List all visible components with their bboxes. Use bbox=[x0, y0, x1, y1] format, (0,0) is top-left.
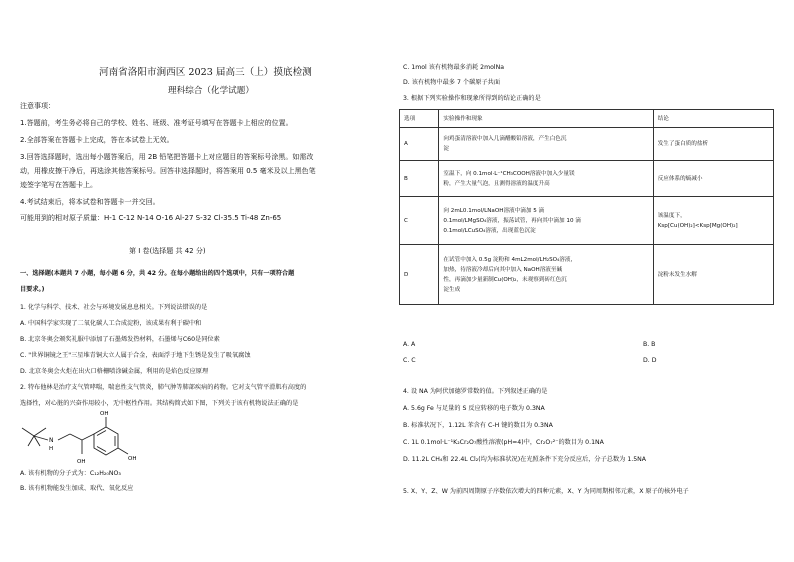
cell-line: 发生了蛋白质的盐析 bbox=[657, 141, 709, 147]
question-1-option-d: D. 北京冬奥会火炬在出火口格栅喷涂碱金属，利用的是焰色反应原理 bbox=[20, 368, 209, 375]
table-cell-option: C bbox=[400, 197, 439, 245]
table-row bbox=[400, 161, 774, 197]
table-row bbox=[400, 245, 774, 305]
table-cell-conclusion bbox=[653, 128, 773, 161]
table-row bbox=[400, 197, 774, 245]
table-cell-operation bbox=[439, 161, 653, 197]
table-cell-operation bbox=[439, 128, 653, 161]
question-4-option-b: B. 标准状况下，1.12L 苯含有 C-H 键的数目为 0.3NA bbox=[403, 422, 553, 429]
hydroxyl-label: OH bbox=[100, 411, 109, 417]
question-3-option-b: B. B bbox=[643, 341, 656, 348]
question-2-option-d: D. 该有机物中最多 7 个碳原子共面 bbox=[403, 79, 501, 86]
section-heading: 第 I 卷(选择题 共 42 分) bbox=[129, 247, 206, 255]
question-5-stem: 5. X、Y、Z、W 为前四周期原子序数依次增大的四种元素，X、Y 为同周期相邻元素，X 原子的核外电子 bbox=[403, 488, 689, 495]
notes-heading: 注意事项： bbox=[20, 102, 55, 110]
question-4-stem: 4. 设 NA 为阿伏加德罗常数的值。下列叙述正确的是 bbox=[403, 388, 548, 395]
table-cell-option: B bbox=[400, 161, 439, 197]
table-header: 实验操作和现象 bbox=[439, 110, 653, 128]
question-3-stem: 3. 根据下列实验操作和现象所得到的结论正确的是 bbox=[403, 95, 541, 102]
question-2-option-b: B. 该有机物能发生加成、取代、氧化反应 bbox=[20, 485, 134, 492]
cell-line: 向 2mL0.1mol/LNaOH溶液中滴加 5 滴 bbox=[443, 207, 545, 214]
table-header: 结论 bbox=[653, 110, 773, 128]
hydrogen-label: H bbox=[49, 446, 54, 452]
question-3-option-c: C. C bbox=[403, 357, 416, 364]
cell-line: 在试管中加入 0.5g 淀粉和 4mL2mol/LH₂SO₄溶液， bbox=[443, 256, 577, 263]
table-cell-conclusion bbox=[653, 161, 773, 197]
cell-line: 向鸡蛋清溶液中加入几滴醋酸铅溶液，产生白色沉 bbox=[443, 136, 567, 142]
cell-line: 性，再滴加少量新制Cu(OH)₂，未观察到砖红色沉 bbox=[443, 276, 567, 283]
note-item: 3.回答选择题时，选出每小题答案后，用 2B 铅笔把答题卡上对应题目的答案标号涂黑。如需改 bbox=[20, 153, 314, 161]
question-2-option-a: A. 该有机物的分子式为：C₁₂H₂₀NO₃ bbox=[20, 470, 121, 477]
note-item: 动，用橡皮擦干净后，再选涂其他答案标号。回答非选择题时，将答案用 0.5 毫米及以上黑色笔 bbox=[20, 167, 316, 175]
table-cell-operation bbox=[439, 245, 653, 305]
experiment-table bbox=[399, 109, 774, 305]
cell-line: 粉，产生大量气泡，且测得溶液的温度升高 bbox=[443, 180, 550, 187]
nitrogen-label: N bbox=[49, 437, 54, 444]
cell-line: 室温下，向 0.1mol·L⁻¹CH₃COOH溶液中加入少量镁 bbox=[443, 170, 575, 177]
hydroxyl-label: OH bbox=[77, 459, 86, 465]
cell-line: 0.1mol/LMgSO₄溶液，振荡试管，再向其中滴加 10 滴 bbox=[443, 217, 581, 224]
atomic-masses: 可能用到的相对原子质量：H-1 C-12 N-14 O-16 Al-27 S-32 Cl-35.5 Ti-48 Zn-65 bbox=[20, 214, 282, 222]
note-item: 2.全部答案在答题卡上完成，答在本试卷上无效。 bbox=[20, 136, 174, 144]
question-2-option-c: C. 1mol 该有机物最多消耗 2molNa bbox=[403, 64, 505, 71]
cell-line: Ksp[Cu(OH)₂]<Ksp[Mg(OH)₂] bbox=[657, 222, 738, 229]
question-1-option-c: C. "世界铜镜之王"三星堆青铜大立人属于合金，表面浮于地下生锈是发生了吸氧腐蚀 bbox=[20, 352, 251, 359]
table-cell-conclusion bbox=[653, 245, 773, 305]
cell-line: 反应体系的熵减小 bbox=[657, 175, 703, 182]
cell-line: 淀粉未发生水解 bbox=[657, 271, 697, 278]
section-intro: 一、选择题(本题共 7 小题，每小题 6 分，共 42 分。在每小题给出的四个选项中，只有一项符合题 bbox=[20, 270, 295, 277]
note-item: 1.答题前，考生务必将自己的学校、姓名、班级、准考证号填写在答题卡上相应的位置。 bbox=[20, 119, 293, 127]
cell-line: 加热，待溶液冷却后向其中加入 NaOH溶液至碱 bbox=[443, 266, 563, 273]
question-3-option-a: A. A bbox=[403, 341, 416, 348]
question-1-stem: 1. 化学与科学、技术、社会与环境发展息息相关。下列说法错误的是 bbox=[20, 304, 208, 311]
question-4-option-a: A. 5.6g Fe 与足量的 S 反应转移的电子数为 0.3NA bbox=[403, 405, 545, 412]
table-cell-conclusion bbox=[653, 197, 773, 245]
hydroxyl-label: OH bbox=[128, 456, 137, 462]
note-item: 迹签字笔写在答题卡上。 bbox=[20, 181, 97, 189]
exam-title: 河南省洛阳市涧西区 2023 届高三（上）摸底检测 bbox=[99, 67, 312, 78]
section-intro: 目要求。) bbox=[20, 286, 45, 293]
table-row bbox=[400, 128, 774, 161]
table-header-row bbox=[400, 110, 774, 128]
exam-subtitle: 理科综合（化学试题） bbox=[168, 86, 254, 96]
cell-line: 淀 bbox=[443, 146, 450, 152]
question-1-option-a: A. 中国科学家实现了二氧化碳人工合成淀粉，该成果有利于碳中和 bbox=[20, 320, 202, 327]
structure-bonds bbox=[22, 417, 128, 455]
question-4-option-c: C. 1L 0.1mol·L⁻¹K₂Cr₂O₇酸性溶液(pH=4)中，Cr₂O₇²⁻的数目为 0.1NA bbox=[403, 439, 604, 446]
question-4-option-d: D. 11.2L CH₄和 22.4L Cl₂(均为标准状况)在光照条件下充分反应后，分子总数为 1.5NA bbox=[403, 456, 647, 463]
table-header: 选项 bbox=[400, 110, 439, 128]
terbutaline-structure bbox=[18, 408, 168, 470]
table-cell-option: D bbox=[400, 245, 439, 305]
cell-line: 0.1mol/LCuSO₄溶液，出现蓝色沉淀 bbox=[443, 227, 536, 234]
question-3-option-d: D. D bbox=[643, 357, 657, 364]
question-1-option-b: B. 北京冬奥会颁奖礼服中添加了石墨烯发热材料，石墨烯与C60是同位素 bbox=[20, 336, 220, 343]
note-item: 4.考试结束后，将本试卷和答题卡一并交回。 bbox=[20, 198, 160, 206]
table-cell-option: A bbox=[400, 128, 439, 161]
question-2-stem: 2. 特布他林是治疗支气管哮喘，喘息性支气管炎，肺气肿等肺部疾病的药物。它对支气管平滑肌有高度的 bbox=[20, 384, 307, 391]
question-2-stem: 选择性，对心脏的兴奋作用较小，无中枢性作用。其结构简式如下图，下列关于该有机物说法正确的是 bbox=[20, 400, 299, 407]
table-cell-operation bbox=[439, 197, 653, 245]
cell-line: 淀生成 bbox=[443, 286, 461, 293]
cell-line: 该温度下， bbox=[657, 212, 686, 219]
